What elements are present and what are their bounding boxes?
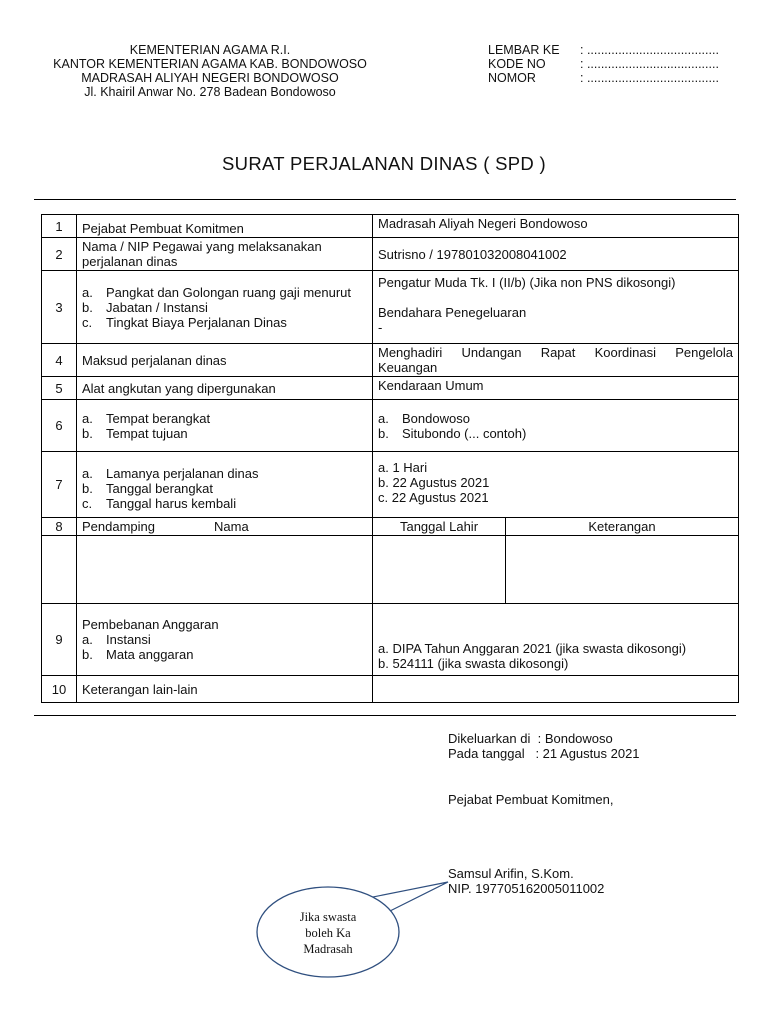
table-row xyxy=(42,452,739,518)
row-value-list xyxy=(373,271,739,344)
signer-nip: NIP. 197705162005011002 xyxy=(448,881,605,896)
meta-number-label: NOMOR xyxy=(488,71,536,85)
companion-header xyxy=(77,518,373,536)
row-value-list xyxy=(373,400,739,452)
row-label: Nama / NIP Pegawai yang melaksanakan perjalanan dinas xyxy=(77,238,373,271)
issued-on: Pada tanggal : 21 Agustus 2021 xyxy=(448,746,640,761)
meta-sheet-label: LEMBAR KE xyxy=(488,43,560,57)
list-letter: b. xyxy=(82,647,93,662)
row-number: 5 xyxy=(42,377,77,400)
row-value xyxy=(373,676,739,703)
birthdate-cell xyxy=(373,536,506,604)
meta-number-value: : ...................................... xyxy=(580,71,719,85)
row-label-list xyxy=(77,452,373,518)
meta-sheet xyxy=(488,43,719,57)
callout-line3: Madrasah xyxy=(303,942,353,956)
agency-value: a. DIPA Tahun Anggaran 2021 (jika swasta dikosongi) xyxy=(378,641,687,656)
list-letter: b. xyxy=(82,299,93,315)
row-number: 6 xyxy=(42,400,77,452)
departure-value: Bondowoso xyxy=(402,410,470,426)
row-value: Sutrisno / 197801032008041002 xyxy=(373,238,739,271)
row-value-list xyxy=(373,452,739,518)
depart-date-value: b. 22 Agustus 2021 xyxy=(378,475,490,490)
row-label-list xyxy=(77,604,373,676)
row-number: 3 xyxy=(42,271,77,344)
row-label: Pejabat Pembuat Komitmen xyxy=(77,215,373,238)
destination-value: Situbondo (... contoh) xyxy=(402,425,527,441)
row-label: Alat angkutan yang dipergunakan xyxy=(77,377,373,400)
budget-account-value: b. 524111 (jika swasta dikosongi) xyxy=(378,656,569,671)
return-date-value: c. 22 Agustus 2021 xyxy=(378,490,489,505)
list-letter: b. xyxy=(82,425,93,441)
row-label-list xyxy=(77,271,373,344)
callout-line2: boleh Ka xyxy=(305,926,351,940)
row-number: 1 xyxy=(42,215,77,238)
row-number: 8 xyxy=(42,518,77,536)
row-value: Kendaraan Umum xyxy=(373,377,739,400)
signer-name: Samsul Arifin, S.Kom. xyxy=(448,866,574,881)
meta-sheet-value: : ...................................... xyxy=(580,43,719,57)
meta-code xyxy=(488,57,719,71)
remarks-header: Keterangan xyxy=(506,518,739,536)
destination-label: Tempat tujuan xyxy=(106,425,188,441)
rank-label: Pangkat dan Golongan ruang gaji menurut xyxy=(106,284,352,300)
duration-label: Lamanya perjalanan dinas xyxy=(106,466,259,481)
list-letter: a. xyxy=(378,410,389,426)
budget-account-label: Mata anggaran xyxy=(106,647,194,662)
row-label-list xyxy=(77,400,373,452)
header-office: KANTOR KEMENTERIAN AGAMA KAB. BONDOWOSO xyxy=(53,57,367,71)
signer-role: Pejabat Pembuat Komitmen, xyxy=(448,792,614,807)
row-value-list xyxy=(373,604,739,676)
position-value: Bendahara Penegeluaran xyxy=(378,305,527,320)
list-letter: b. xyxy=(82,481,93,496)
list-letter: a. xyxy=(82,410,93,426)
row-value: Madrasah Aliyah Negeri Bondowoso xyxy=(373,215,739,238)
rank-value: Pengatur Muda Tk. I (II/b) (Jika non PNS dikosongi) xyxy=(378,275,676,290)
table-row xyxy=(42,238,739,271)
list-letter: c. xyxy=(82,496,93,511)
spd-table xyxy=(41,214,739,703)
table-row xyxy=(42,271,739,344)
document-title: SURAT PERJALANAN DINAS ( SPD ) xyxy=(222,153,546,174)
table-row xyxy=(42,344,739,377)
table-row xyxy=(42,536,739,604)
cost-level-value: - xyxy=(378,320,383,335)
row-value: Menghadiri Undangan Rapat Koordinasi Pengelola Keuangan xyxy=(373,344,739,377)
issued-at: Dikeluarkan di : Bondowoso xyxy=(448,731,613,746)
top-divider xyxy=(34,199,736,200)
table-row xyxy=(42,676,739,703)
table-row xyxy=(42,377,739,400)
duration-value: a. 1 Hari xyxy=(378,460,428,475)
list-letter: b. xyxy=(378,425,389,441)
depart-date-label: Tanggal berangkat xyxy=(106,481,213,496)
companion-name-cell xyxy=(77,536,373,604)
callout-text xyxy=(268,909,388,957)
header-ministry: KEMENTERIAN AGAMA R.I. xyxy=(129,43,291,57)
table-row xyxy=(42,518,739,536)
agency-label: Instansi xyxy=(106,632,151,647)
row-number: 10 xyxy=(42,676,77,703)
header-address: Jl. Khairil Anwar No. 278 Badean Bondowoso xyxy=(84,85,336,99)
companion-name-header: Nama xyxy=(214,519,249,534)
meta-code-label: KODE NO xyxy=(488,57,546,71)
row-number: 9 xyxy=(42,604,77,676)
bottom-divider xyxy=(34,715,736,716)
remarks-cell xyxy=(506,536,739,604)
meta-number xyxy=(488,71,719,85)
position-label: Jabatan / Instansi xyxy=(106,299,208,315)
row-label: Keterangan lain-lain xyxy=(77,676,373,703)
callout-line1: Jika swasta xyxy=(299,910,357,924)
empty-cell xyxy=(42,536,77,604)
departure-label: Tempat berangkat xyxy=(106,410,211,426)
return-date-label: Tanggal harus kembali xyxy=(106,496,237,511)
row-number: 2 xyxy=(42,238,77,271)
table-row xyxy=(42,400,739,452)
table-row xyxy=(42,215,739,238)
cost-level-label: Tingkat Biaya Perjalanan Dinas xyxy=(106,314,287,330)
row-number: 7 xyxy=(42,452,77,518)
list-letter: a. xyxy=(82,632,93,647)
table-row xyxy=(42,604,739,676)
meta-code-value: : ...................................... xyxy=(580,57,719,71)
list-letter: c. xyxy=(82,314,93,330)
row-number: 4 xyxy=(42,344,77,377)
row-label: Maksud perjalanan dinas xyxy=(77,344,373,377)
budget-label: Pembebanan Anggaran xyxy=(82,617,219,632)
companion-label: Pendamping xyxy=(82,519,155,534)
header-school: MADRASAH ALIYAH NEGERI BONDOWOSO xyxy=(81,71,339,85)
birthdate-header: Tanggal Lahir xyxy=(373,518,506,536)
list-letter: a. xyxy=(82,284,93,300)
list-letter: a. xyxy=(82,466,93,481)
